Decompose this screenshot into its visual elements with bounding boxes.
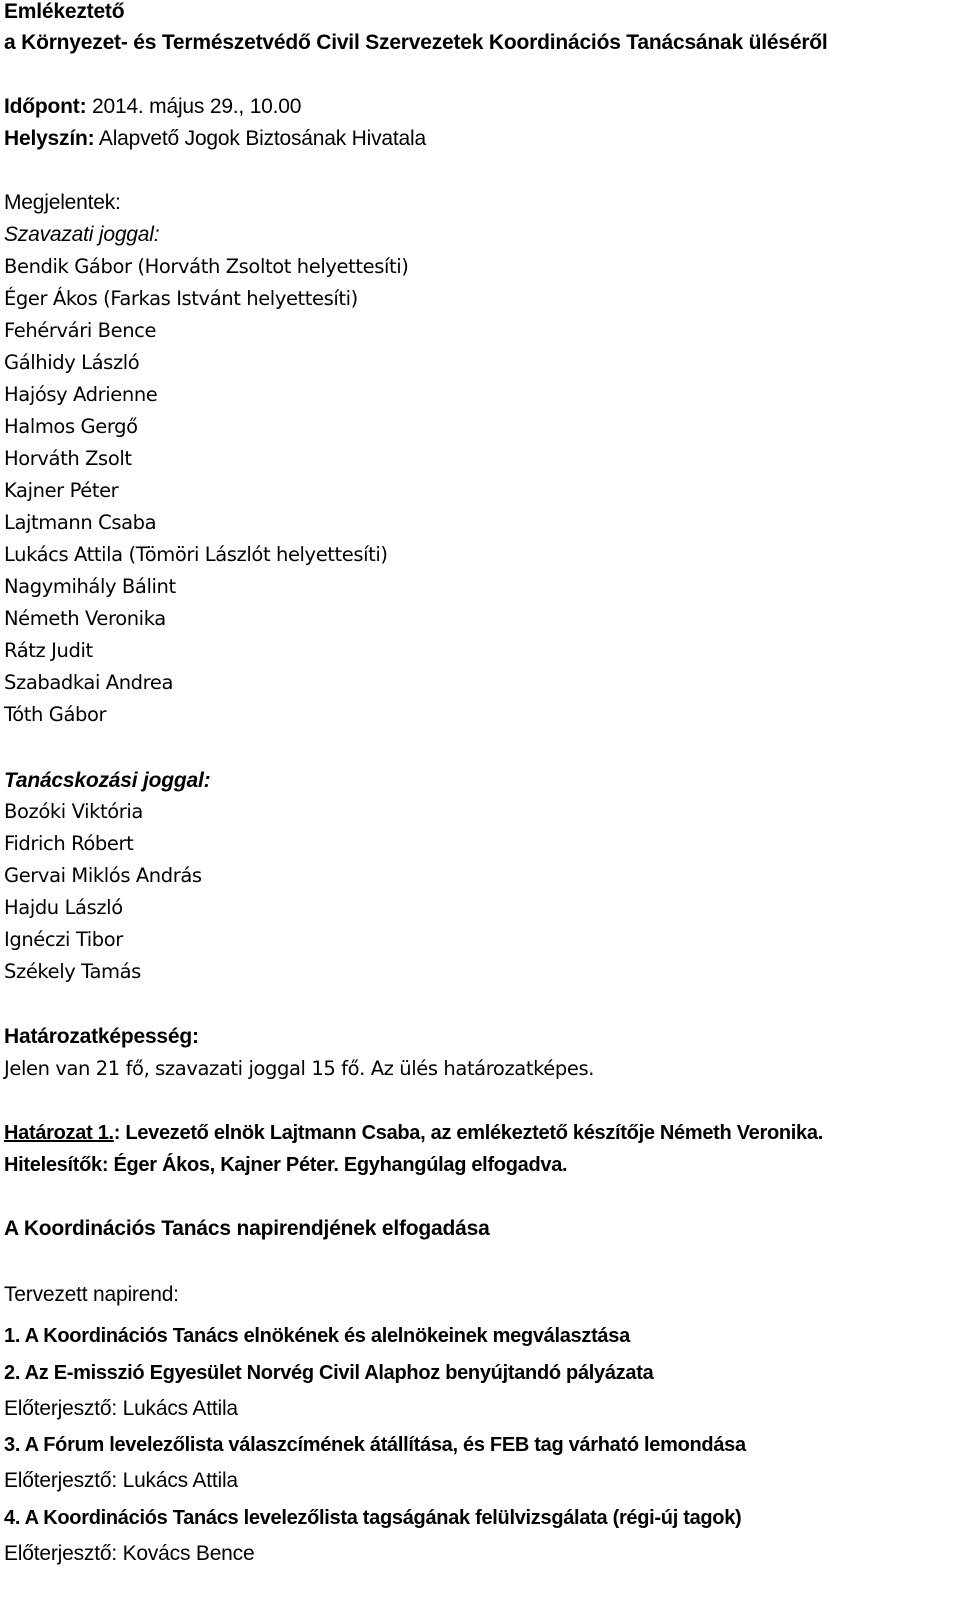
attendee-voting: Gálhidy László — [4, 351, 140, 374]
attendee-advisory: Bozóki Viktória — [4, 800, 143, 823]
agenda-heading: A Koordinációs Tanács napirendjének elfogadása — [4, 1217, 490, 1240]
resolution-1-label: Határozat 1. — [4, 1122, 114, 1144]
attendee-advisory: Fidrich Róbert — [4, 832, 134, 855]
place-label: Helyszín: — [4, 127, 95, 150]
time-label: Időpont: — [4, 95, 87, 118]
document-subtitle: a Környezet- és Természetvédő Civil Szervezetek Koordinációs Tanácsának üléséről — [4, 31, 828, 54]
agenda-item-title: 3. A Fórum levelezőlista válaszcímének átállítása, és FEB tag várható lemondása — [4, 1434, 746, 1456]
agenda-item-title: 4. A Koordinációs Tanács levelezőlista tagságának felülvizsgálata (régi-új tagok) — [4, 1507, 742, 1529]
place-value: Alapvető Jogok Biztosának Hivatala — [98, 127, 426, 150]
resolution-1-sep: : — [113, 1122, 121, 1144]
resolution-1-line2: Hitelesítők: Éger Ákos, Kajner Péter. Egyhangúlag elfogadva. — [4, 1154, 568, 1176]
place-row — [4, 124, 426, 154]
attendee-voting: Nagymihály Bálint — [4, 575, 176, 598]
resolution-1 — [4, 1118, 823, 1148]
advisory-label: Tanácskozási joggal: — [4, 769, 211, 792]
agenda-item-title: 1. A Koordinációs Tanács elnökének és alelnökeinek megválasztása — [4, 1325, 630, 1347]
quorum-heading: Határozatképesség: — [4, 1025, 199, 1048]
planned-agenda-label: Tervezett napirend: — [4, 1283, 179, 1306]
attendee-voting: Bendik Gábor (Horváth Zsoltot helyettesíti) — [4, 255, 409, 278]
attendee-voting: Németh Veronika — [4, 607, 166, 630]
attendee-advisory: Hajdu László — [4, 896, 123, 919]
attendee-voting: Lukács Attila (Tömöri Lászlót helyettesíti) — [4, 543, 388, 566]
attendee-voting: Horváth Zsolt — [4, 447, 132, 470]
voting-label: Szavazati joggal: — [4, 223, 160, 246]
agenda-item-presenter: Előterjesztő: Lukács Attila — [4, 1469, 238, 1492]
time-row — [4, 92, 301, 122]
attendee-voting: Éger Ákos (Farkas Istvánt helyettesíti) — [4, 287, 358, 310]
resolution-1-text: Levezető elnök Lajtmann Csaba, az emlékeztető készítője Németh Veronika. — [120, 1122, 823, 1144]
attendee-voting: Tóth Gábor — [4, 703, 107, 726]
quorum-text: Jelen van 21 fő, szavazati joggal 15 fő. Az ülés határozatképes. — [4, 1057, 595, 1080]
attendee-advisory: Székely Tamás — [4, 960, 141, 983]
attendees-heading: Megjelentek: — [4, 191, 121, 214]
agenda-item-title: 2. Az E-misszió Egyesület Norvég Civil Alaphoz benyújtandó pályázata — [4, 1362, 654, 1384]
document-title: Emlékeztető — [4, 0, 125, 23]
attendee-voting: Hajósy Adrienne — [4, 383, 158, 406]
attendee-voting: Lajtmann Csaba — [4, 511, 157, 534]
attendee-voting: Kajner Péter — [4, 479, 119, 502]
attendee-advisory: Gervai Miklós András — [4, 864, 202, 887]
attendee-voting: Fehérvári Bence — [4, 319, 157, 342]
attendee-advisory: Ignéczi Tibor — [4, 928, 123, 951]
time-value: 2014. május 29., 10.00 — [92, 95, 302, 118]
attendee-voting: Halmos Gergő — [4, 415, 138, 438]
agenda-item-presenter: Előterjesztő: Lukács Attila — [4, 1397, 238, 1420]
attendee-voting: Rátz Judit — [4, 639, 93, 662]
attendee-voting: Szabadkai Andrea — [4, 671, 173, 694]
agenda-item-presenter: Előterjesztő: Kovács Bence — [4, 1542, 255, 1565]
